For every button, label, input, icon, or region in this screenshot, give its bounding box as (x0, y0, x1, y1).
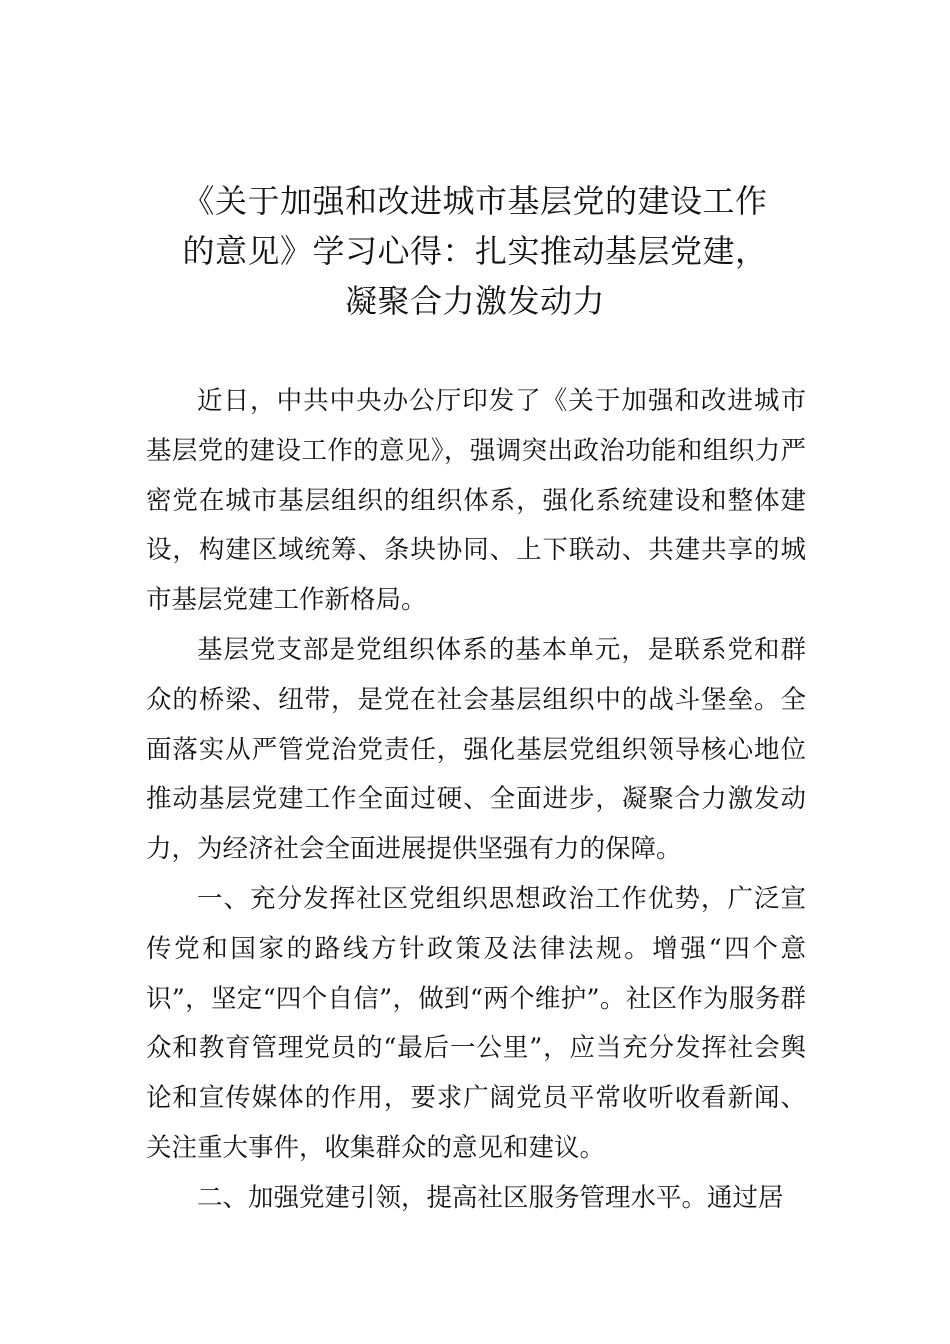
paragraph-2: 基层党支部是党组织体系的基本单元，是联系党和群众的桥梁、纽带，是党在社会基层组织中的战斗堡垒。全面落实从严管党治党责任，强化基层党组织领导核心地位推动基层党建工作全面过硬、全面进步，凝聚合力激发动力，为经济社会全面进展提供坚强有力的保障。 (146, 634, 806, 865)
title-line-3: 凝聚合力激发动力 (344, 282, 605, 320)
title-line-2: 的意见》学习心得：扎实推动基层党建， (182, 232, 768, 270)
document-body (146, 377, 806, 1224)
paragraph-4: 二、加强党建引领，提高社区服务管理水平。通过居 (197, 1182, 784, 1213)
paragraph-1: 近日，中共中央办公厅印发了《关于加强和改进城市基层党的建设工作的意见》，强调突出政治功能和组织力严密党在城市基层组织的组织体系，强化系统建设和整体建设，构建区域统筹、条块协同、上下联动、共建共享的城市基层党建工作新格局。 (146, 386, 806, 616)
document-title (100, 176, 850, 326)
paragraph-3: 一、充分发挥社区党组织思想政治工作优势，广泛宣传党和国家的路线方针政策及法律法规。增强“四个意识”，坚定“四个自信”，做到“两个维护”。社区作为服务群众和教育管理党员的“最后一公里”，应当充分发挥社会舆论和宣传媒体的作用，要求广阔党员平常收听收看新闻、关注重大事件，收集群众的意见和建议。 (146, 883, 806, 1163)
title-line-1: 《关于加强和改进城市基层党的建设工作 (182, 182, 768, 220)
